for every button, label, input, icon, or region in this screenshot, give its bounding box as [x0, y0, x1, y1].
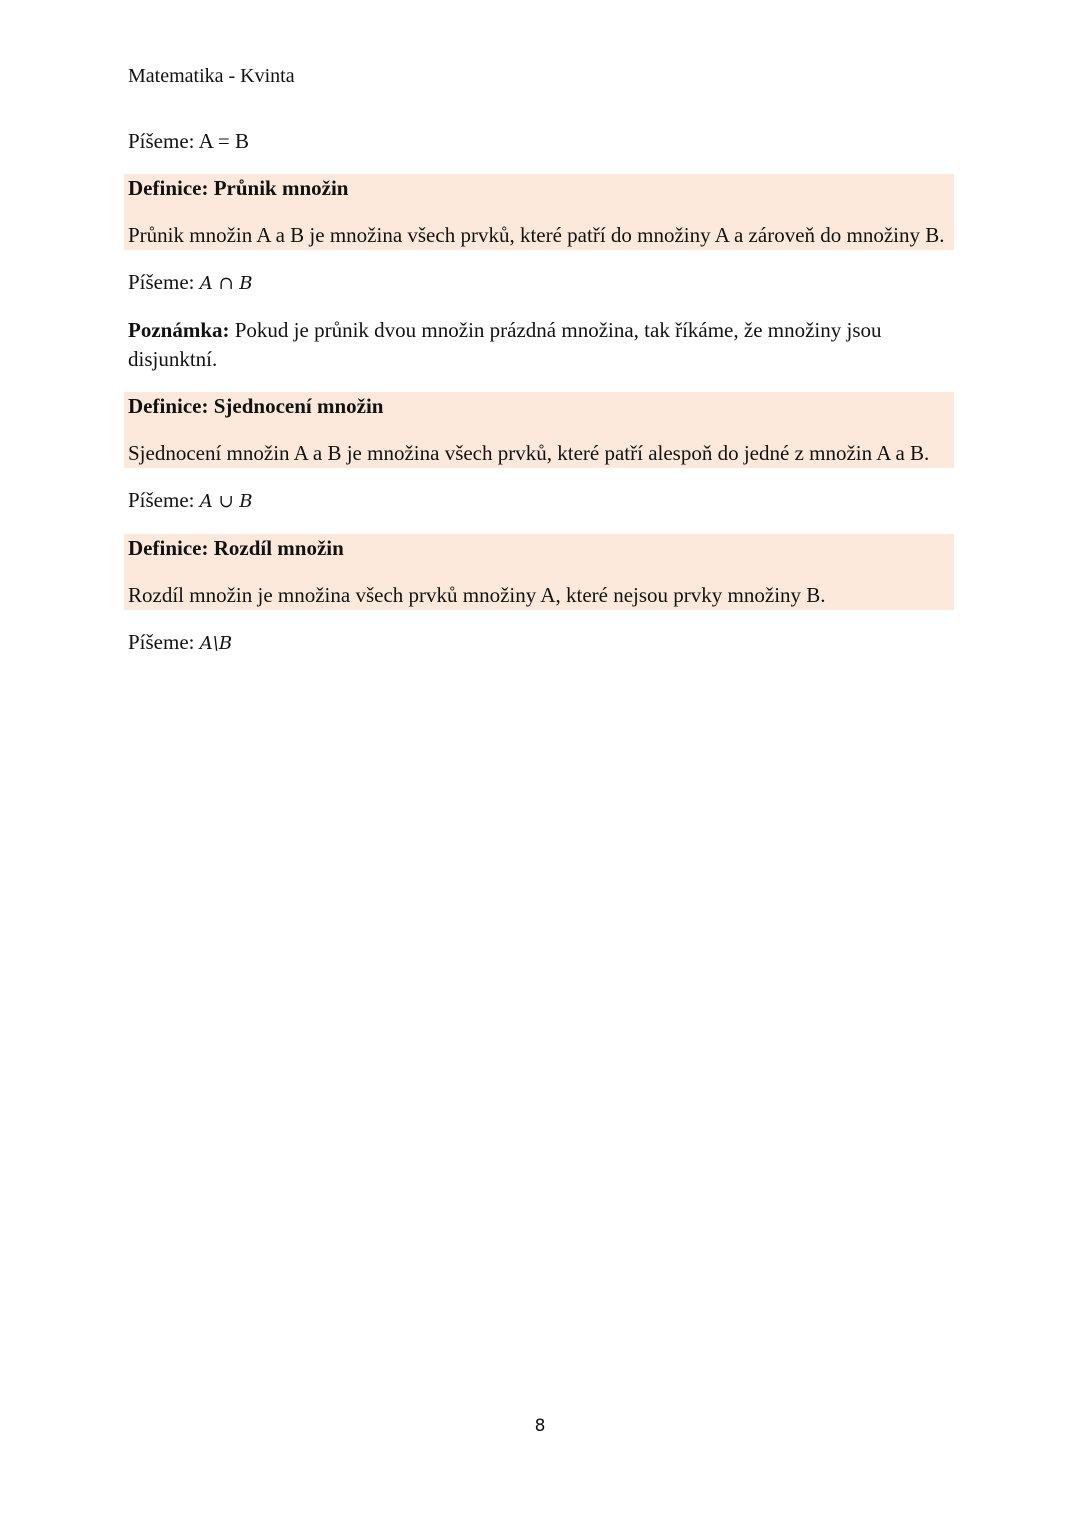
notation-label: Píšeme:	[128, 270, 200, 294]
notation-paragraph-difference	[128, 628, 954, 658]
notation-paragraph-intersection	[128, 268, 954, 298]
note-label: Poznámka:	[128, 318, 230, 342]
definition-union	[124, 392, 954, 468]
definition-intersection	[124, 174, 954, 250]
math-expression: A ∪ B	[199, 491, 253, 512]
math-expression: A ∩ B	[199, 273, 253, 294]
math-expression: A\B	[199, 633, 233, 654]
definition-title: Definice: Sjednocení množin	[128, 394, 384, 418]
page-content	[128, 127, 954, 676]
page-header: Matematika - Kvinta	[128, 65, 295, 87]
definition-title: Definice: Průnik množin	[128, 176, 349, 200]
definition-body: Sjednocení množin A a B je množina všech prvků, které patří alespoň do jedné z množin A a B.	[128, 441, 930, 465]
notation-label: Píšeme:	[128, 488, 200, 512]
notation-paragraph-equality: Píšeme: A = B	[128, 129, 249, 153]
page-number: 8	[534, 1416, 546, 1436]
notation-label: Píšeme:	[128, 630, 200, 654]
notation-paragraph-union	[128, 486, 954, 516]
definition-body: Rozdíl množin je množina všech prvků množiny A, které nejsou prvky množiny B.	[128, 583, 826, 607]
definition-body: Průnik množin A a B je množina všech prvků, které patří do množiny A a zároveň do množiny B.	[128, 223, 945, 247]
note-text: Pokud je průnik dvou množin prázdná množina, tak říkáme, že množiny jsou disjunktní.	[128, 318, 882, 371]
definition-title: Definice: Rozdíl množin	[128, 536, 344, 560]
note-paragraph	[128, 316, 954, 374]
definition-difference	[124, 534, 954, 610]
